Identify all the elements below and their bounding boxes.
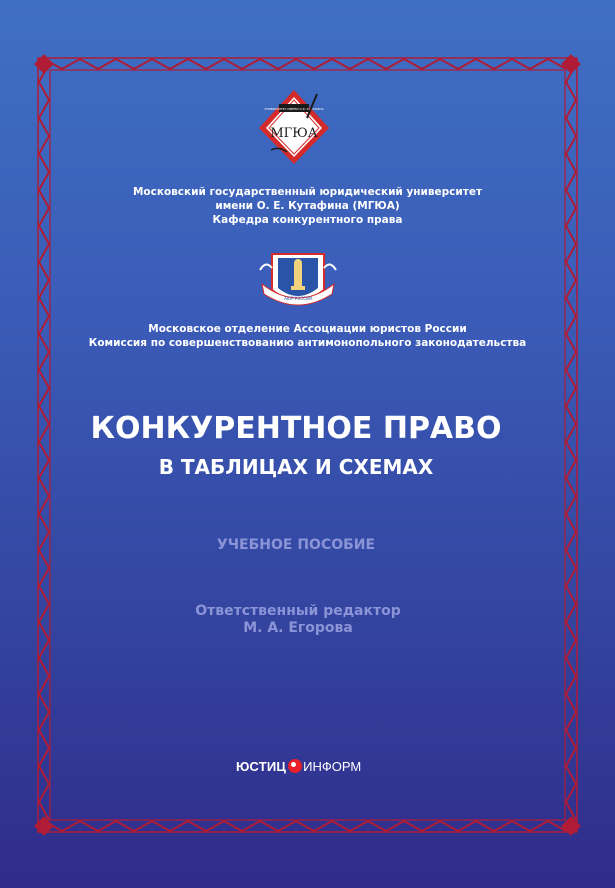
publisher-logo (236, 756, 361, 776)
book-kind: УЧЕБНОЕ ПОСОБИЕ (216, 537, 376, 553)
org1-line-1: Московский государственный юридический университет (132, 186, 483, 198)
editor-name: М. А. Егорова (243, 620, 353, 636)
org2-line-2: Комиссия по совершенствованию антимонопольного законодательства (88, 337, 527, 349)
logo-main-text: МГЮА (270, 126, 318, 141)
organization-block-1 (0, 185, 615, 227)
org1-line-3: Кафедра конкурентного права (212, 214, 403, 226)
book-title: КОНКУРЕНТНОЕ ПРАВО (90, 411, 502, 446)
logo-top-text: УНИВЕРСИТЕТ ИМЕНИ О.Е. КУТАФИНА (264, 107, 324, 111)
organization-block-2 (0, 322, 615, 350)
emblem-ribbon-text: АЮР РОССИИ (284, 296, 312, 301)
publisher-name-part-1: ЮСТИЦ (236, 758, 287, 774)
org1-line-2: имени О. Е. Кутафина (МГЮА) (215, 200, 400, 212)
publisher-name-part-2: ИНФОРМ (303, 758, 362, 774)
org2-line-1: Московское отделение Ассоциации юристов России (148, 323, 467, 335)
editor-role: Ответственный редактор (195, 603, 401, 619)
book-subtitle: В ТАБЛИЦАХ И СХЕМАХ (158, 455, 434, 479)
publisher-mark-icon (288, 759, 302, 773)
university-logo-icon (257, 88, 331, 166)
editor-block (0, 603, 596, 637)
lawyers-association-emblem-icon (258, 250, 338, 310)
